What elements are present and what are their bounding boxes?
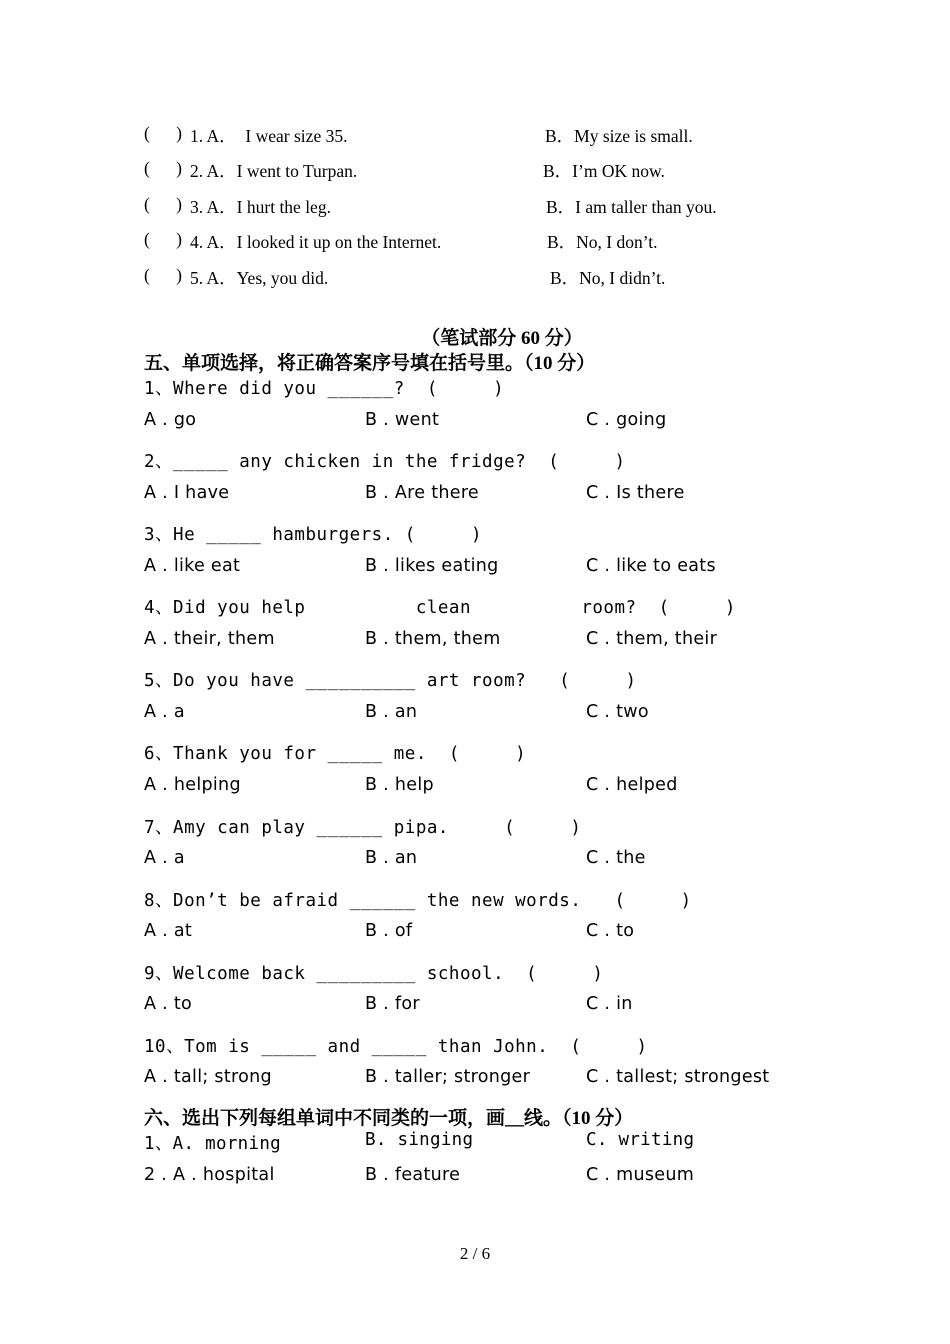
option-a: 2. A．I went to Turpan. bbox=[190, 161, 358, 181]
question-5: 5、Do you have __________ art room? ( ) bbox=[144, 671, 637, 691]
choice-b: B . for bbox=[365, 994, 420, 1014]
choice-a: A . go bbox=[144, 410, 197, 430]
option-a: 3. A．I hurt the leg. bbox=[190, 197, 331, 217]
choice-a: A . helping bbox=[144, 775, 241, 795]
question-10: 10、Tom is _____ and _____ than John. ( ) bbox=[144, 1037, 648, 1057]
answer-bracket: ( ) bbox=[144, 194, 182, 214]
choice-b: B . an bbox=[365, 848, 418, 868]
choice-b: B . of bbox=[365, 921, 413, 941]
choice-b: B . went bbox=[365, 410, 440, 430]
choice-b: B . them, them bbox=[365, 629, 501, 649]
page-number: 2 / 6 bbox=[459, 1244, 491, 1263]
section-5-title: 五、单项选择，将正确答案序号填在括号里。（10 分） bbox=[144, 353, 596, 374]
choice-a: A . like eat bbox=[144, 556, 241, 576]
word-c: C. writing bbox=[586, 1130, 695, 1150]
question-3: 3、He _____ hamburgers. ( ) bbox=[144, 525, 483, 545]
choice-b: B . taller; stronger bbox=[365, 1067, 531, 1087]
option-b: B．No, I didn’t. bbox=[550, 268, 666, 288]
choice-c: C . going bbox=[586, 410, 667, 430]
option-b: B．My size is small. bbox=[545, 126, 693, 146]
option-b: B．I am taller than you. bbox=[546, 197, 717, 217]
word-c: C . museum bbox=[586, 1165, 695, 1185]
choice-a: A . a bbox=[144, 848, 185, 868]
choice-a: A . I have bbox=[144, 483, 230, 503]
answer-bracket: ( ) bbox=[144, 229, 182, 249]
question-8: 8、Don’t be afraid ______ the new words. ( ) bbox=[144, 891, 692, 911]
written-part-title: （笔试部分 60 分） bbox=[421, 328, 583, 349]
option-a: 1. A． I wear size 35. bbox=[190, 126, 348, 146]
option-a: 4. A．I looked it up on the Internet. bbox=[190, 232, 442, 252]
answer-bracket: ( ) bbox=[144, 158, 182, 178]
question-2: 2、_____ any chicken in the fridge? ( ) bbox=[144, 452, 626, 472]
choice-a: A . tall; strong bbox=[144, 1067, 272, 1087]
choice-b: B . likes eating bbox=[365, 556, 499, 576]
option-a: 5. A．Yes, you did. bbox=[190, 268, 329, 288]
choice-a: A . at bbox=[144, 921, 193, 941]
choice-c: C . tallest; strongest bbox=[586, 1067, 770, 1087]
question-6: 6、Thank you for _____ me. ( ) bbox=[144, 744, 527, 764]
option-b: B．I’m OK now. bbox=[543, 161, 665, 181]
question-1: 1、Where did you ______? ( ) bbox=[144, 379, 505, 399]
section-6-title: 六、选出下列每组单词中不同类的一项，画__线。（10 分） bbox=[144, 1108, 634, 1129]
choice-c: C . Is there bbox=[586, 483, 685, 503]
word-a: 2 . A . hospital bbox=[144, 1165, 275, 1185]
choice-c: C . two bbox=[586, 702, 649, 722]
choice-b: B . help bbox=[365, 775, 434, 795]
word-a: 1、A. morning bbox=[144, 1134, 281, 1154]
answer-bracket: ( ) bbox=[144, 265, 182, 285]
choice-c: C . in bbox=[586, 994, 633, 1014]
word-b: B . feature bbox=[365, 1165, 461, 1185]
question-7: 7、Amy can play ______ pipa. ( ) bbox=[144, 818, 582, 838]
choice-a: A . a bbox=[144, 702, 185, 722]
choice-c: C . the bbox=[586, 848, 646, 868]
choice-b: B . an bbox=[365, 702, 418, 722]
question-4: 4、Did you help clean room? ( ) bbox=[144, 598, 736, 618]
answer-bracket: ( ) bbox=[144, 123, 182, 143]
option-b: B．No, I don’t. bbox=[547, 232, 658, 252]
choice-c: C . them, their bbox=[586, 629, 718, 649]
choice-b: B . Are there bbox=[365, 483, 480, 503]
word-b: B. singing bbox=[365, 1130, 474, 1150]
question-9: 9、Welcome back _________ school. ( ) bbox=[144, 964, 604, 984]
choice-c: C . like to eats bbox=[586, 556, 716, 576]
choice-c: C . helped bbox=[586, 775, 678, 795]
choice-a: A . to bbox=[144, 994, 193, 1014]
choice-a: A . their, them bbox=[144, 629, 275, 649]
choice-c: C . to bbox=[586, 921, 635, 941]
